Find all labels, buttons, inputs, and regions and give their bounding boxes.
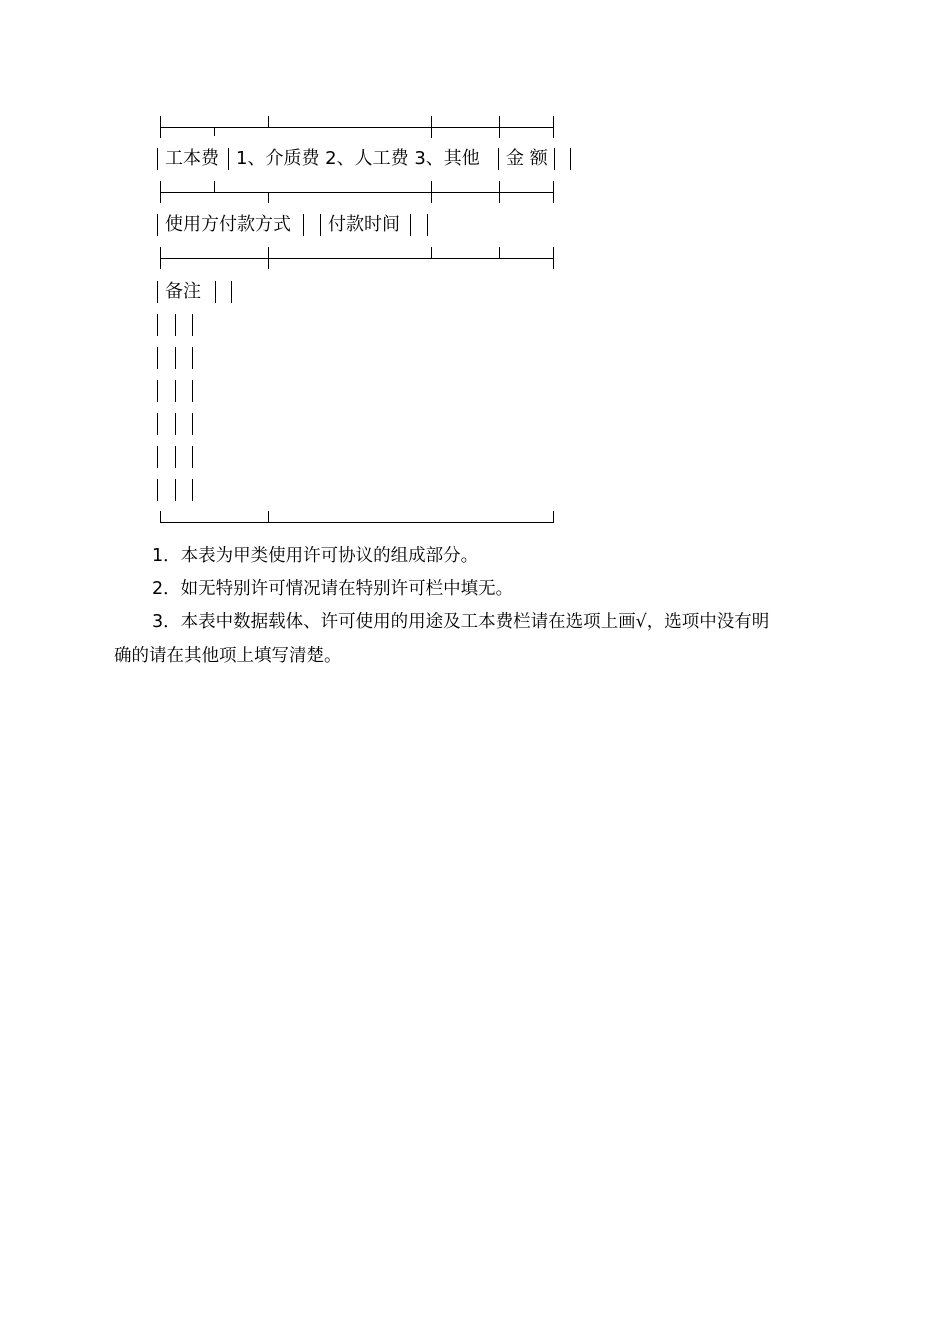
payment-time-label: 付款时间 [328,214,400,235]
remarks-label: 备注 [165,281,201,302]
note-3: 3．本表中数据载体、许可使用的用途及工本费栏请在选项上画√，选项中没有明 [152,612,770,632]
amount-label: 金 额 [506,148,548,169]
note-3-continued: 确的请在其他项上填写清楚。 [114,646,342,666]
note-2: 2．如无特别许可情况请在特别许可栏中填无。 [152,579,514,599]
fee-options: 1、介质费 2、人工费 3、其他 [236,148,480,169]
payment-method-label: 使用方付款方式 [165,214,291,235]
note-1: 1．本表为甲类使用许可协议的组成部分。 [152,546,479,566]
fee-label: 工本费 [165,148,219,169]
